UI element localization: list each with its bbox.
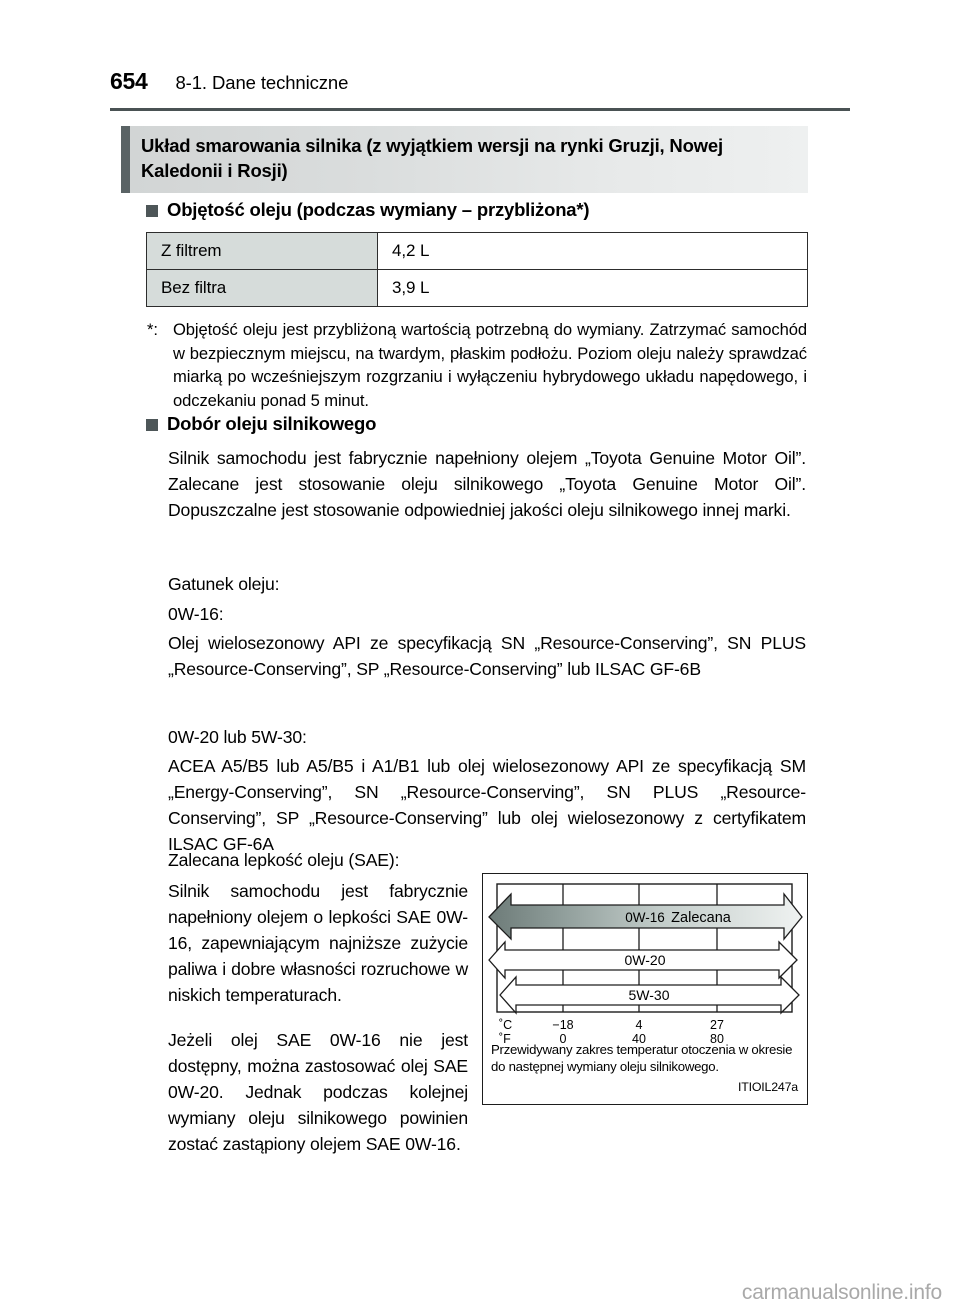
section-title: Układ smarowania silnika (z wyjątkiem wersji na rynki Gruzji, Nowej Kaledonii i Rosji) xyxy=(141,135,723,181)
viscosity-paragraph-2: Jeżeli olej SAE 0W-16 nie jest dostępny, można zastosować olej SAE 0W-20. Jednak podczas kolejnej wymiany oleju silnikowego powinien zostać zastąpiony olejem SAE 0W-16. xyxy=(168,1030,468,1155)
table-row xyxy=(147,233,808,270)
square-bullet-icon xyxy=(146,205,158,217)
grade-0w16-text: Olej wielosezonowy API ze specyfikacją SN „Resource-Conserving”, SN PLUS „Resource-Conserving”, SP „Resource-Conserving” lub ILSAC GF-6B xyxy=(168,633,806,679)
grade-0w20-label: 0W-20 lub 5W-30: xyxy=(168,727,307,747)
chart-bar-label-0w20: 0W-20 xyxy=(624,952,666,968)
header-divider xyxy=(110,108,850,111)
chart-recommended-label: Zalecana xyxy=(671,910,731,926)
chart-tick-c-2: 27 xyxy=(710,1018,724,1032)
chart-figure-code: ITIOIL247a xyxy=(738,1080,798,1094)
page-title: 8-1. Dane techniczne xyxy=(175,72,349,93)
viscosity-chart-svg xyxy=(483,874,806,1044)
table-cell-label: Bez filtra xyxy=(147,270,378,307)
table-cell-value: 3,9 L xyxy=(378,270,808,307)
chart-tick-f-2: 80 xyxy=(710,1032,724,1044)
oil-selection-heading xyxy=(146,413,806,435)
page-number: 654 xyxy=(110,68,148,94)
section-title-bar xyxy=(121,126,808,193)
footnote-text: Objętość oleju jest przybliżoną wartością potrzebną do wymiany. Zatrzymać samochód w bezpiecznym miejscu, na twardym, płaskim podłożu. Poziom oleju należy sprawdzać miarką po wcześniejszym rozgrzaniu i wyłączeniu hybrydowego układu napędowego, i odczekaniu ponad 5 minut. xyxy=(173,320,807,410)
footnote-marker: *: xyxy=(147,320,158,339)
table-cell-value: 4,2 L xyxy=(378,233,808,270)
capacity-footnote xyxy=(147,318,807,412)
site-watermark: carmanualsonline.info xyxy=(741,1281,942,1304)
viscosity-label: Zalecana lepkość oleju (SAE): xyxy=(168,850,400,870)
chart-tick-c-0: −18 xyxy=(552,1018,574,1032)
oil-capacity-table xyxy=(146,232,808,307)
oil-selection-heading-label: Dobór oleju silnikowego xyxy=(167,413,377,434)
chart-axis-label-fahrenheit: ˚F xyxy=(499,1032,511,1044)
oil-selection-intro: Silnik samochodu jest fabrycznie napełniony olejem „Toyota Genuine Motor Oil”. Zalecane jest stosowanie oleju silnikowego „Toyota Genuine Motor Oil”. Dopuszczalne jest stosowanie odpowiedniej jakości oleju silnikowego innej marki. xyxy=(168,448,806,520)
chart-tick-f-1: 40 xyxy=(632,1032,646,1044)
grade-0w20-text: ACEA A5/B5 lub A5/B5 i A1/B1 lub olej wielosezonowy API ze specyfikacją SM „Energy-Conserving”, SN „Resource-Conserving”, SN PLUS „Resource-Conserving”, SP „Resource-Conserving” lub olej wielosezonowy z certyfikatem ILSAC GF-6A xyxy=(168,756,806,854)
table-cell-label: Z filtrem xyxy=(147,233,378,270)
square-bullet-icon xyxy=(146,419,158,431)
chart-tick-c-1: 4 xyxy=(635,1018,643,1032)
chart-tick-f-0: 0 xyxy=(559,1032,567,1044)
chart-bar-label-0w16: 0W-16 xyxy=(625,910,665,925)
capacity-heading-label: Objętość oleju (podczas wymiany – przybliżona*) xyxy=(167,199,590,220)
table-row xyxy=(147,270,808,307)
viscosity-paragraph-1: Silnik samochodu jest fabrycznie napełniony olejem o lepkości SAE 0W-16, zapewniającym najniższe zużycie paliwa i dobre własności rozruchowe w niskich temperaturach. xyxy=(168,881,468,1006)
grade-0w16-label: 0W-16: xyxy=(168,604,224,624)
chart-bar-label-5w30: 5W-30 xyxy=(628,987,670,1003)
chart-axis-label-celsius: ˚C xyxy=(499,1018,513,1032)
viscosity-chart xyxy=(482,873,808,1105)
viscosity-left-column xyxy=(168,878,468,1157)
chart-caption: Przewidywany zakres temperatur otoczenia w okresie do następnej wymiany oleju silnikowego. xyxy=(491,1042,793,1074)
capacity-heading xyxy=(146,199,806,221)
page-header xyxy=(110,68,850,95)
grade-label: Gatunek oleju: xyxy=(168,574,280,594)
